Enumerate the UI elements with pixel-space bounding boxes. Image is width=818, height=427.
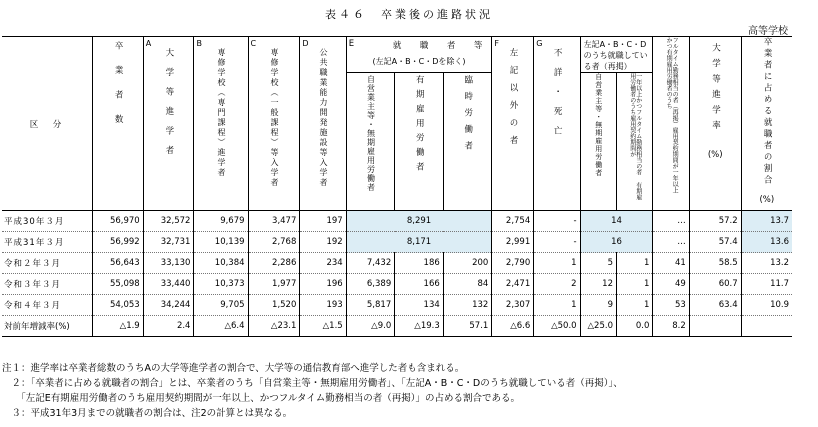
cell-c: 1,977 bbox=[248, 274, 300, 295]
d-label: 公共職業能力開発施設等入学者 bbox=[319, 48, 329, 188]
cell-sotsugyo: 56,643 bbox=[92, 253, 143, 274]
cell-g: △50.0 bbox=[534, 316, 580, 337]
cell-a: 2.4 bbox=[143, 316, 194, 337]
cell-b: 10,373 bbox=[194, 274, 248, 295]
cell-h3: 41 bbox=[653, 253, 689, 274]
header-h3 bbox=[653, 37, 689, 211]
d-letter: D bbox=[302, 39, 309, 48]
a-letter: A bbox=[145, 39, 152, 48]
cell-d: △1.5 bbox=[300, 316, 346, 337]
i-label: 大学等進学率 bbox=[710, 43, 721, 136]
cell-g: 1 bbox=[534, 295, 580, 316]
e-title: 就 職 者 等 bbox=[392, 41, 488, 51]
cell-e2: 134 bbox=[395, 295, 444, 316]
cell-j: 13.6 bbox=[741, 232, 792, 253]
header-h2 bbox=[616, 73, 652, 211]
cell-c: 3,477 bbox=[248, 211, 300, 232]
cell-c: 1,520 bbox=[248, 295, 300, 316]
cell-sotsugyo: △1.9 bbox=[92, 316, 143, 337]
g-letter: G bbox=[536, 39, 543, 48]
school-type-label: 高等学校 bbox=[748, 26, 788, 37]
table-row-change-rate bbox=[2, 316, 792, 337]
cell-sotsugyo: 56,992 bbox=[92, 232, 143, 253]
cell-b: 10,384 bbox=[194, 253, 248, 274]
cell-f: 2,307 bbox=[492, 295, 534, 316]
footnotes bbox=[2, 361, 623, 421]
cell-f: 2,790 bbox=[492, 253, 534, 274]
cell-a: 33,440 bbox=[143, 274, 194, 295]
cell-d: 193 bbox=[300, 295, 346, 316]
cell-j: 13.7 bbox=[741, 211, 792, 232]
cell-h1: 12 bbox=[580, 274, 616, 295]
cell-e1: 7,432 bbox=[346, 253, 395, 274]
cell-e2: 186 bbox=[395, 253, 444, 274]
note-2-cont: 「左記E有期雇用労働者のうち雇用契約期間が一年以上、かつフルタイム勤務相当の者（再掲）」の占める割合である。 bbox=[2, 393, 521, 404]
e1-label: 自営業主等・無期雇用労働者 bbox=[366, 75, 376, 192]
cell-e3: 84 bbox=[443, 274, 492, 295]
cell-j: 10.9 bbox=[741, 295, 792, 316]
cell-e3: 200 bbox=[443, 253, 492, 274]
header-f bbox=[492, 37, 534, 211]
table-row bbox=[2, 274, 792, 295]
cell-e2: △19.3 bbox=[395, 316, 444, 337]
h3-label: フルタイム勤務相当の者（再掲）雇用契約期間が一年以上かつ有期雇用労働者のうち bbox=[665, 37, 679, 193]
cell-c: 2,286 bbox=[248, 253, 300, 274]
cell-h-merged: 16 bbox=[580, 232, 653, 253]
cell-h1: 5 bbox=[580, 253, 616, 274]
cell-i bbox=[689, 316, 741, 337]
h1-label: 自営業主等・無期雇用労働者 bbox=[594, 73, 603, 177]
cell-h2: 1 bbox=[616, 253, 652, 274]
cell-f: 2,471 bbox=[492, 274, 534, 295]
b-letter: B bbox=[196, 39, 202, 48]
e-subtitle: (左記A・B・C・Dを除く) bbox=[372, 56, 466, 66]
note-1: 注１：進学率は卒業者総数のうちAの大学等進学者の割合で、大学等の通信教育部へ進学した者も含まれる。 bbox=[2, 363, 465, 374]
cell-e3: 57.1 bbox=[443, 316, 492, 337]
cell-h1: △25.0 bbox=[580, 316, 616, 337]
cell-h3: … bbox=[653, 232, 689, 253]
header-sotsugyo bbox=[92, 37, 143, 211]
cell-h2: 1 bbox=[616, 274, 652, 295]
header-e3 bbox=[443, 73, 492, 211]
g-label: 不詳・死亡 bbox=[552, 48, 563, 146]
j-unit: (%) bbox=[759, 194, 775, 205]
cell-e1: 5,817 bbox=[346, 295, 395, 316]
cell-e1: 6,389 bbox=[346, 274, 395, 295]
table-row bbox=[2, 253, 792, 274]
f-letter: F bbox=[494, 39, 499, 48]
cell-e2: 166 bbox=[395, 274, 444, 295]
cell-c: 2,768 bbox=[248, 232, 300, 253]
header-j bbox=[741, 37, 792, 211]
row-label: 令和４年３月 bbox=[2, 295, 92, 316]
row-label: 平成30年３月 bbox=[2, 211, 92, 232]
header-c bbox=[248, 37, 300, 211]
cell-i: 57.2 bbox=[689, 211, 741, 232]
header-e1 bbox=[346, 73, 395, 211]
cell-h1: 9 bbox=[580, 295, 616, 316]
cell-d: 234 bbox=[300, 253, 346, 274]
header-d bbox=[300, 37, 346, 211]
cell-h3: … bbox=[653, 211, 689, 232]
table-title: 表４６ 卒業後の進路状況 bbox=[325, 8, 493, 21]
cell-h2: 1 bbox=[616, 295, 652, 316]
cell-sotsugyo: 55,098 bbox=[92, 274, 143, 295]
h-title: 左記A・B・C・Dのうち就職している者（再掲） bbox=[583, 40, 648, 71]
sotsugyo-label: 卒業者数 bbox=[113, 41, 124, 139]
header-a bbox=[143, 37, 194, 211]
cell-b: 9,705 bbox=[194, 295, 248, 316]
header-kubun bbox=[2, 37, 92, 211]
cell-f: 2,754 bbox=[492, 211, 534, 232]
header-i bbox=[689, 37, 741, 211]
cell-a: 32,572 bbox=[143, 211, 194, 232]
cell-g: 1 bbox=[534, 253, 580, 274]
row-label: 平成31年３月 bbox=[2, 232, 92, 253]
table-row bbox=[2, 295, 792, 316]
kubun-label: 区 分 bbox=[29, 119, 65, 130]
cell-i: 63.4 bbox=[689, 295, 741, 316]
cell-g: - bbox=[534, 211, 580, 232]
cell-sotsugyo: 54,053 bbox=[92, 295, 143, 316]
cell-h3: 49 bbox=[653, 274, 689, 295]
header-h bbox=[580, 37, 653, 73]
cell-f: △6.6 bbox=[492, 316, 534, 337]
header-b bbox=[194, 37, 248, 211]
cell-a: 34,244 bbox=[143, 295, 194, 316]
cell-e3: 132 bbox=[443, 295, 492, 316]
cell-a: 33,130 bbox=[143, 253, 194, 274]
cell-b: 10,139 bbox=[194, 232, 248, 253]
note-2: ２：「卒業者に占める就職者の割合」とは、卒業者のうち「自営業主等・無期雇用労働者」、「左記A・B・C・Dのうち就職している者（再掲）」、 bbox=[2, 378, 623, 389]
c-letter: C bbox=[250, 39, 257, 48]
cell-f: 2,991 bbox=[492, 232, 534, 253]
cell-g: - bbox=[534, 232, 580, 253]
cell-d: 197 bbox=[300, 211, 346, 232]
header-g bbox=[534, 37, 580, 211]
cell-d: 196 bbox=[300, 274, 346, 295]
i-unit: (%) bbox=[707, 150, 723, 160]
cell-g: 2 bbox=[534, 274, 580, 295]
cell-e-merged: 8,171 bbox=[346, 232, 492, 253]
cell-i: 57.4 bbox=[689, 232, 741, 253]
f-label: 左記以外の者 bbox=[508, 48, 519, 153]
table-row bbox=[2, 211, 792, 232]
cell-j bbox=[741, 316, 792, 337]
header-h1 bbox=[580, 73, 616, 211]
h2-label: 一年以上かつフルタイム勤務相当の者 有期雇用労働者のうち雇用契約期間が bbox=[628, 73, 642, 200]
row-label: 対前年増減率(%) bbox=[2, 316, 92, 337]
cell-h-merged: 14 bbox=[580, 211, 653, 232]
cell-j: 13.2 bbox=[741, 253, 792, 274]
cell-h3: 53 bbox=[653, 295, 689, 316]
cell-i: 58.5 bbox=[689, 253, 741, 274]
cell-b: 9,679 bbox=[194, 211, 248, 232]
cell-a: 32,731 bbox=[143, 232, 194, 253]
cell-sotsugyo: 56,970 bbox=[92, 211, 143, 232]
cell-d: 192 bbox=[300, 232, 346, 253]
e2-label: 有期雇用労働者 bbox=[414, 75, 425, 177]
table-row bbox=[2, 232, 792, 253]
b-label: 専修学校（専門課程）進学者 bbox=[217, 48, 226, 178]
cell-h3: 8.2 bbox=[653, 316, 689, 337]
cell-b: △6.4 bbox=[194, 316, 248, 337]
e-letter: E bbox=[348, 39, 355, 49]
cell-h2: 0.0 bbox=[616, 316, 652, 337]
cell-e1: △9.0 bbox=[346, 316, 395, 337]
row-label: 令和２年３月 bbox=[2, 253, 92, 274]
header-e bbox=[346, 37, 492, 54]
cell-e-merged: 8,291 bbox=[346, 211, 492, 232]
header-e2 bbox=[395, 73, 444, 211]
cell-j: 11.7 bbox=[741, 274, 792, 295]
e3-label: 臨時労働者 bbox=[462, 75, 473, 158]
row-label: 令和３年３月 bbox=[2, 274, 92, 295]
a-label: 大学等進学者 bbox=[163, 48, 174, 165]
cell-c: △23.1 bbox=[248, 316, 300, 337]
c-label: 専修学校（一般課程）等入学者 bbox=[269, 48, 279, 188]
cell-i: 60.7 bbox=[689, 274, 741, 295]
header-e-sub bbox=[346, 54, 492, 73]
career-status-table bbox=[2, 36, 792, 337]
note-3: ３：平成31年3月までの就職者の割合は、注2の計算とは異なる。 bbox=[2, 408, 293, 419]
j-label: 卒業者に占める就職者の割合 bbox=[762, 37, 773, 187]
